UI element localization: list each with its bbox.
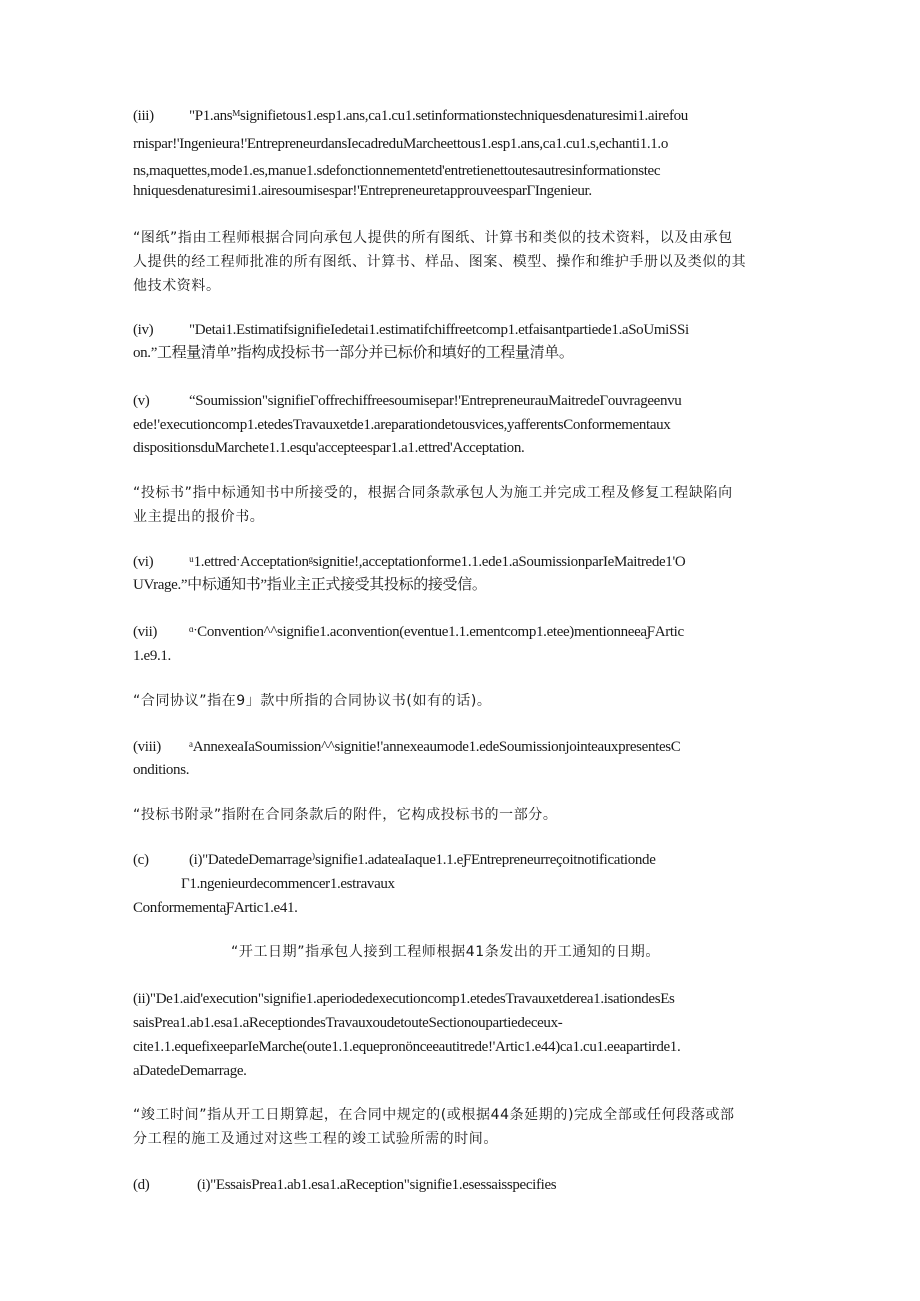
paragraph-iii-line-1 xyxy=(133,104,783,129)
paragraph-c-line-3: ConformementaƑArtic1.e41. xyxy=(133,900,298,916)
tender-zh-line-1: “投标书”指中标通知书中所接受的，根据合同条款承包人为施工并完成工程及修复工程缺陷向 xyxy=(133,485,733,501)
drawings-zh-line-3: 他技术资料。 xyxy=(133,278,221,294)
paragraph-d-line-1 xyxy=(133,1173,783,1198)
paragraph-v-line-2: ede!'executioncomp1.etedesTravauxetde1.areparationdetousvices,yafferentsConformementaux xyxy=(133,417,671,433)
paragraph-label: (d) xyxy=(133,1177,150,1193)
drawings-zh-line-2: 人提供的经工程师批准的所有图纸、计算书、样品、图案、模型、操作和维护手册以及类似的其 xyxy=(133,254,747,270)
paragraph-vii-line-1 xyxy=(133,620,783,645)
tender-zh-line-2: 业主提出的报价书。 xyxy=(133,509,265,525)
paragraph-label: (iv) xyxy=(133,322,154,338)
agreement-zh-line-1: “合同协议”指在9」款中所指的合同协议书(如有的话)。 xyxy=(133,693,492,709)
paragraph-v-line-1 xyxy=(133,389,783,414)
paragraph-text: (i)"DatedeDemarrage⁾signifie1.adateaΙaque1.1.eƑEntrepreneurreçoitnotificationde xyxy=(189,852,656,868)
paragraph-label: (c) xyxy=(133,852,149,868)
completion-zh-line-2: 分工程的施工及通过对这些工程的竣工试验所需的时间。 xyxy=(133,1131,498,1147)
paragraph-ii-line-4: aDatedeDemarrage. xyxy=(133,1063,247,1079)
paragraph-v-line-3: dispositionsduMarchete1.1.esqu'accepteespar1.a1.ettred'Acceptation. xyxy=(133,440,525,456)
paragraph-vi-line-1 xyxy=(133,550,783,575)
paragraph-c-line-1 xyxy=(133,848,783,873)
paragraph-text: ᵅˑConvention^^signifie1.aconvention(eventue1.1.ementcomp1.etee)mentionneeaƑArtic xyxy=(189,624,684,640)
paragraph-vii-line-2: 1.e9.1. xyxy=(133,648,171,664)
paragraph-text: "Detai1.EstimatifsignifieΙedetai1.estimatifchiffreetcomp1.etfaisantpartiede1.aSoUmiSSi xyxy=(189,322,689,338)
paragraph-iv-line-1 xyxy=(133,318,783,343)
paragraph-viii-line-2: onditions. xyxy=(133,762,190,778)
drawings-zh-line-1: “图纸”指由工程师根据合同向承包人提供的所有图纸、计算书和类似的技术资料，以及由承包 xyxy=(133,230,733,246)
commencement-zh-line-1: “开工日期”指承包人接到工程师根据41条发出的开工通知的日期。 xyxy=(231,944,660,960)
paragraph-label: (vi) xyxy=(133,554,154,570)
paragraph-text: ᵘ1.ettredˑAcceptationᵍsignitie!,acceptationforme1.1.ede1.aSoumissionparΙeMaitrede1'O xyxy=(189,554,686,570)
paragraph-label: (vii) xyxy=(133,624,158,640)
paragraph-text: (i)"EssaisPrea1.ab1.esa1.aReception"signifie1.esessaisspecifies xyxy=(197,1177,557,1193)
paragraph-iii-line-2: rnispar!'Ingenieura!'EntrepreneurdansΙecadreduMarcheettous1.esp1.ans,ca1.cu1.s,echanti1.1.o xyxy=(133,136,668,152)
paragraph-ii-line-3: cite1.1.equefixeeparΙeMarche(oute1.1.equepronönceeautitrede!'Artic1.e44)ca1.cu1.eeapartirde1. xyxy=(133,1039,681,1055)
paragraph-iii-line-3: ns,maquettes,mode1.es,manue1.sdefonctionnementetd'entretienettoutesautresinformationstec xyxy=(133,163,661,179)
paragraph-text: “Soumission"signifieΓoffrechiffreesoumisepar!'EntrepreneurauMaitredeΓouvrageenvu xyxy=(189,393,682,409)
paragraph-label: (viii) xyxy=(133,739,161,755)
appendix-zh-line-1: “投标书附录”指附在合同条款后的附件，它构成投标书的一部分。 xyxy=(133,807,558,823)
paragraph-iv-line-2: on.”工程量清单”指构成投标书一部分并已标价和填好的工程量清单。 xyxy=(133,345,574,361)
paragraph-text: "P1.ansᴹsignifietous1.esp1.ans,ca1.cu1.setinformationstechniquesdenaturesimi1.airefou xyxy=(189,108,688,124)
paragraph-c-line-2: Γ1.ngenieurdecommencer1.estravaux xyxy=(181,876,395,892)
paragraph-text: ᵃAnnexeaΙaSoumission^^signitie!'annexeaumode1.edeSoumissionjointeauxpresentesC xyxy=(189,739,681,755)
paragraph-iii-line-4: hniquesdenaturesimi1.airesoumisespar!'EntrepreneuretapprouveesparΓIngenieur. xyxy=(133,183,592,199)
paragraph-ii-line-1: (ii)"De1.aid'execution"signifie1.aperiodedexecutioncomp1.etedesTravauxetderea1.isationdesEs xyxy=(133,991,675,1007)
paragraph-vi-line-2: UVrage.”中标通知书”指业主正式接受其投标的接受信。 xyxy=(133,577,487,593)
completion-zh-line-1: “竣工时间”指从开工日期算起，在合同中规定的(或根据44条延期的)完成全部或任何段落或部 xyxy=(133,1107,735,1123)
paragraph-ii-line-2: saisPrea1.ab1.esa1.aReceptiondesTravauxoudetouteSectionoupartiedeceux- xyxy=(133,1015,563,1031)
paragraph-label: (v) xyxy=(133,393,150,409)
paragraph-viii-line-1 xyxy=(133,735,783,760)
paragraph-label: (iii) xyxy=(133,108,154,124)
